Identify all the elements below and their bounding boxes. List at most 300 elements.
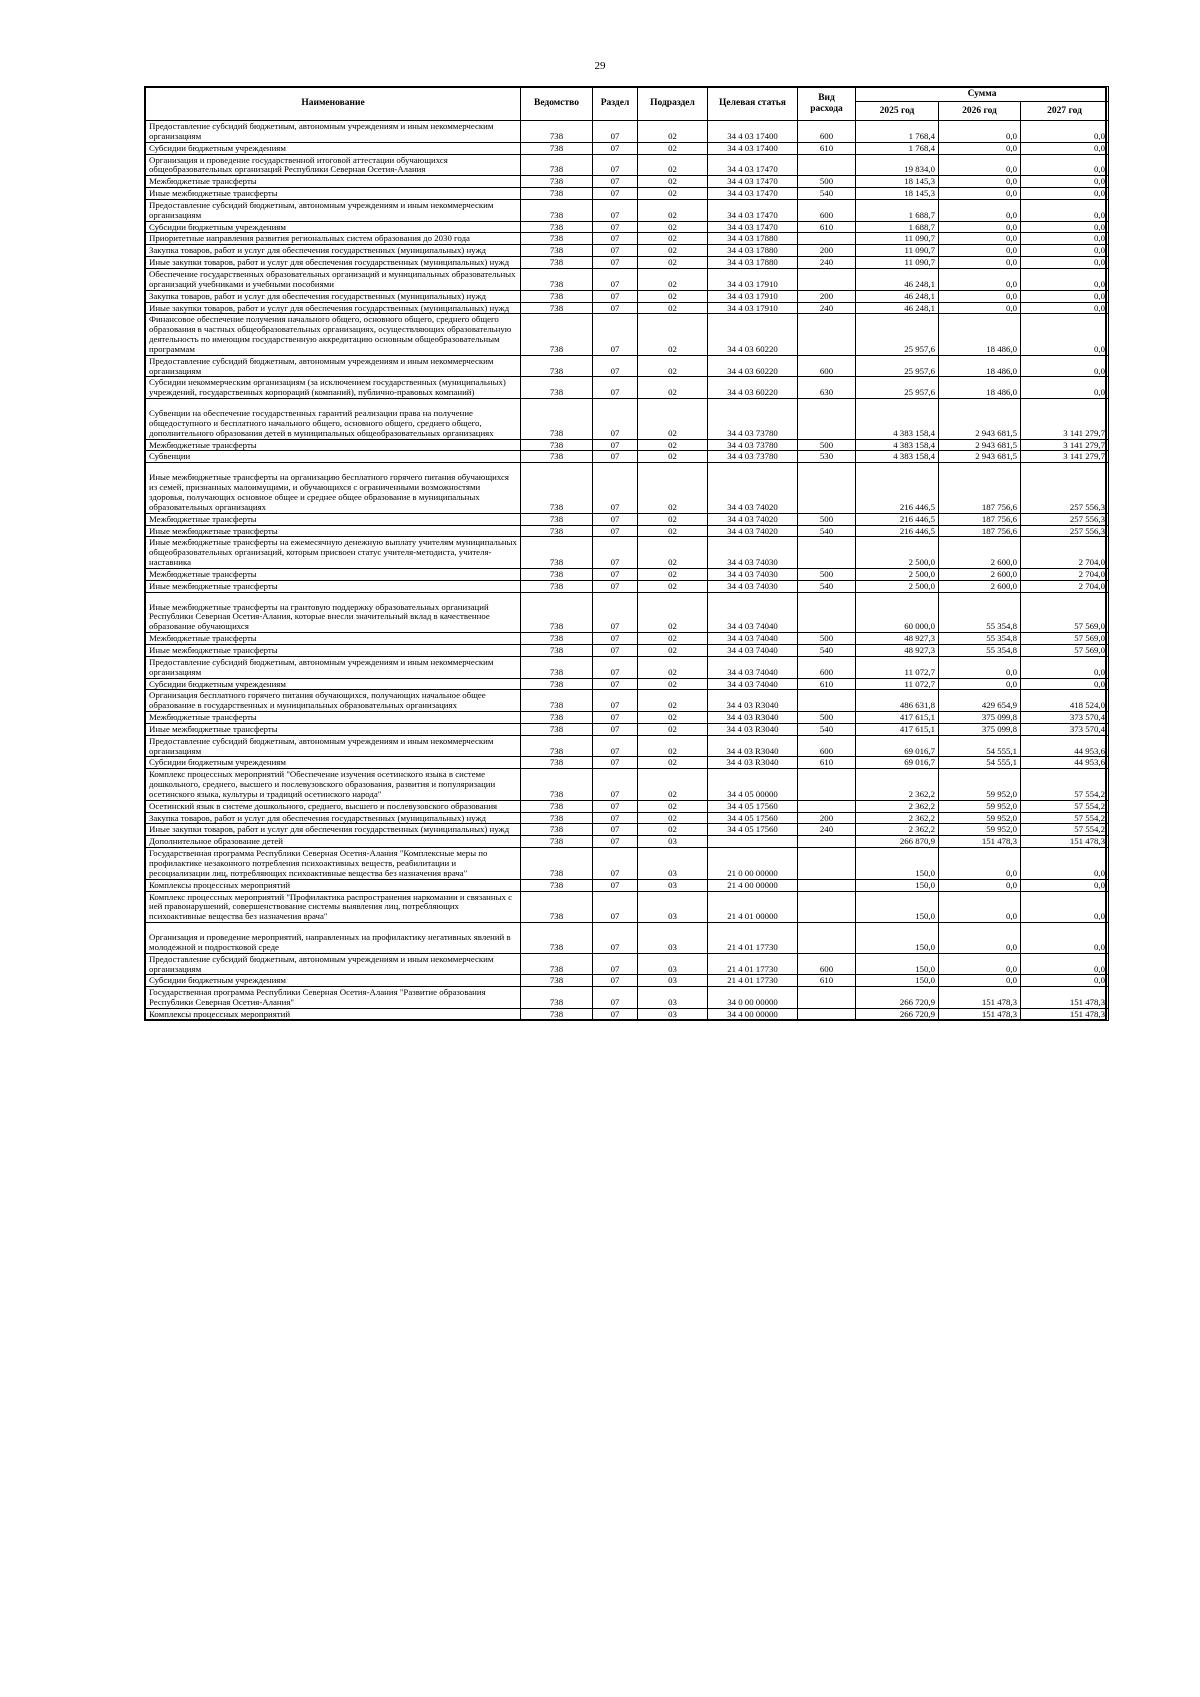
cell-podrazdel: 02	[638, 513, 708, 525]
cell-celevaya-statya: 34 4 03 73780	[708, 399, 798, 440]
cell-name: Межбюджетные трансферты	[146, 439, 521, 451]
cell-sum-2026: 54 555,1	[939, 735, 1021, 757]
cell-celevaya-statya: 34 4 05 00000	[708, 769, 798, 801]
cell-sum-2025: 4 383 158,4	[856, 399, 939, 440]
cell-vedomstvo: 738	[521, 154, 593, 176]
cell-vid-raskhoda: 610	[798, 221, 856, 233]
cell-name: Иные закупки товаров, работ и услуг для обеспечения государственных (муниципальных) нужд	[146, 257, 521, 269]
cell-sum-2025: 46 248,1	[856, 268, 939, 290]
cell-name: Иные межбюджетные трансферты на ежемесячную денежную выплату учителям муниципальных общеобразовательных организаций, которым присвоен статус учителя-методиста, учителя-наставника	[146, 537, 521, 569]
header-podrazdel: Подраздел	[638, 87, 708, 121]
cell-vid-raskhoda: 200	[798, 812, 856, 824]
cell-sum-2025: 417 615,1	[856, 723, 939, 735]
cell-podrazdel: 02	[638, 525, 708, 537]
cell-razdel: 07	[593, 678, 638, 690]
cell-razdel: 07	[593, 142, 638, 154]
cell-sum-2025: 11 090,7	[856, 257, 939, 269]
cell-sum-2027: 0,0	[1021, 314, 1109, 355]
cell-vid-raskhoda	[798, 800, 856, 812]
cell-razdel: 07	[593, 633, 638, 645]
cell-vedomstvo: 738	[521, 302, 593, 314]
cell-sum-2027: 2 704,0	[1021, 580, 1109, 592]
cell-sum-2026: 55 354,8	[939, 633, 1021, 645]
cell-sum-2025: 46 248,1	[856, 302, 939, 314]
cell-sum-2025: 486 631,8	[856, 690, 939, 712]
cell-podrazdel: 02	[638, 678, 708, 690]
cell-celevaya-statya: 34 4 03 17880	[708, 245, 798, 257]
cell-podrazdel: 02	[638, 769, 708, 801]
table-row	[146, 633, 1109, 645]
cell-sum-2027: 0,0	[1021, 355, 1109, 377]
table-row	[146, 199, 1109, 221]
cell-sum-2026: 0,0	[939, 891, 1021, 923]
cell-vid-raskhoda: 200	[798, 245, 856, 257]
cell-name: Межбюджетные трансферты	[146, 176, 521, 188]
cell-sum-2026: 0,0	[939, 121, 1021, 143]
cell-razdel: 07	[593, 723, 638, 735]
cell-sum-2025: 150,0	[856, 891, 939, 923]
cell-podrazdel: 02	[638, 290, 708, 302]
cell-sum-2026: 54 555,1	[939, 757, 1021, 769]
cell-celevaya-statya: 34 4 03 17910	[708, 268, 798, 290]
cell-sum-2027: 0,0	[1021, 302, 1109, 314]
cell-podrazdel: 02	[638, 399, 708, 440]
cell-razdel: 07	[593, 712, 638, 724]
cell-sum-2027: 257 556,3	[1021, 525, 1109, 537]
table-row	[146, 377, 1109, 399]
cell-sum-2026: 187 756,6	[939, 463, 1021, 513]
cell-name: Субвенции на обеспечение государственных гарантий реализации права на получение общедоступного и бесплатного начального общего, основного общего, среднего общего, дополнительного образования детей в муниципальных общеобразовательных организациях	[146, 399, 521, 440]
cell-razdel: 07	[593, 735, 638, 757]
cell-celevaya-statya: 34 4 03 74040	[708, 633, 798, 645]
cell-podrazdel: 02	[638, 633, 708, 645]
cell-sum-2027: 2 704,0	[1021, 537, 1109, 569]
cell-sum-2027: 57 569,0	[1021, 633, 1109, 645]
cell-vid-raskhoda: 530	[798, 451, 856, 463]
cell-vedomstvo: 738	[521, 769, 593, 801]
cell-sum-2027: 151 478,3	[1021, 836, 1109, 848]
cell-vedomstvo: 738	[521, 142, 593, 154]
cell-sum-2026: 2 600,0	[939, 580, 1021, 592]
cell-vedomstvo: 738	[521, 525, 593, 537]
cell-podrazdel: 02	[638, 199, 708, 221]
cell-sum-2026: 59 952,0	[939, 812, 1021, 824]
cell-name: Закупка товаров, работ и услуг для обеспечения государственных (муниципальных) нужд	[146, 812, 521, 824]
cell-sum-2025: 1 768,4	[856, 142, 939, 154]
cell-sum-2027: 257 556,3	[1021, 463, 1109, 513]
cell-vid-raskhoda: 240	[798, 302, 856, 314]
cell-celevaya-statya	[708, 836, 798, 848]
cell-sum-2026: 2 943 681,5	[939, 399, 1021, 440]
cell-name: Иные межбюджетные трансферты	[146, 723, 521, 735]
cell-podrazdel: 02	[638, 712, 708, 724]
cell-name: Предоставление субсидий бюджетным, автономным учреждениям и иным некоммерческим организациям	[146, 735, 521, 757]
cell-celevaya-statya: 34 4 03 74040	[708, 592, 798, 633]
cell-sum-2025: 150,0	[856, 923, 939, 954]
cell-vid-raskhoda	[798, 233, 856, 245]
budget-table	[145, 86, 1109, 1021]
cell-razdel: 07	[593, 257, 638, 269]
cell-sum-2026: 0,0	[939, 257, 1021, 269]
cell-name: Предоставление субсидий бюджетным, автономным учреждениям и иным некоммерческим организациям	[146, 355, 521, 377]
cell-name: Закупка товаров, работ и услуг для обеспечения государственных (муниципальных) нужд	[146, 290, 521, 302]
cell-vedomstvo: 738	[521, 199, 593, 221]
cell-vid-raskhoda	[798, 836, 856, 848]
page-number: 29	[594, 60, 606, 72]
cell-podrazdel: 02	[638, 690, 708, 712]
table-row	[146, 690, 1109, 712]
cell-sum-2026: 429 654,9	[939, 690, 1021, 712]
cell-celevaya-statya: 34 4 05 17560	[708, 824, 798, 836]
header-vedomstvo: Ведомство	[521, 87, 593, 121]
cell-vid-raskhoda: 500	[798, 568, 856, 580]
cell-podrazdel: 02	[638, 121, 708, 143]
table-row	[146, 836, 1109, 848]
cell-sum-2026: 59 952,0	[939, 824, 1021, 836]
cell-celevaya-statya: 34 4 03 74040	[708, 644, 798, 656]
cell-sum-2025: 2 362,2	[856, 800, 939, 812]
cell-razdel: 07	[593, 154, 638, 176]
cell-vid-raskhoda	[798, 848, 856, 880]
cell-podrazdel: 02	[638, 812, 708, 824]
cell-sum-2027: 57 554,2	[1021, 824, 1109, 836]
table-row	[146, 891, 1109, 923]
cell-sum-2027: 0,0	[1021, 656, 1109, 678]
cell-sum-2027: 418 524,0	[1021, 690, 1109, 712]
table-row	[146, 451, 1109, 463]
cell-podrazdel: 02	[638, 233, 708, 245]
cell-sum-2025: 11 090,7	[856, 245, 939, 257]
cell-sum-2026: 0,0	[939, 142, 1021, 154]
cell-podrazdel: 02	[638, 537, 708, 569]
cell-vedomstvo: 738	[521, 176, 593, 188]
cell-name: Иные межбюджетные трансферты	[146, 188, 521, 200]
cell-name: Дополнительное образование детей	[146, 836, 521, 848]
cell-sum-2027: 57 554,2	[1021, 812, 1109, 824]
cell-celevaya-statya: 21 4 01 17730	[708, 975, 798, 987]
cell-vedomstvo: 738	[521, 439, 593, 451]
cell-vedomstvo: 738	[521, 513, 593, 525]
cell-sum-2025: 417 615,1	[856, 712, 939, 724]
cell-sum-2027: 0,0	[1021, 257, 1109, 269]
cell-sum-2025: 19 834,0	[856, 154, 939, 176]
cell-podrazdel: 02	[638, 355, 708, 377]
cell-celevaya-statya: 34 4 03 17910	[708, 302, 798, 314]
cell-name: Организация и проведение государственной итоговой аттестации обучающихся общеобразовательных организаций Республики Северная Осетия-Алания	[146, 154, 521, 176]
table-row	[146, 975, 1109, 987]
cell-celevaya-statya: 34 4 03 R3040	[708, 723, 798, 735]
cell-sum-2026: 0,0	[939, 154, 1021, 176]
table-row	[146, 824, 1109, 836]
cell-razdel: 07	[593, 891, 638, 923]
cell-razdel: 07	[593, 537, 638, 569]
cell-name: Иные закупки товаров, работ и услуг для обеспечения государственных (муниципальных) нужд	[146, 824, 521, 836]
cell-razdel: 07	[593, 268, 638, 290]
cell-razdel: 07	[593, 1008, 638, 1020]
cell-celevaya-statya: 34 4 03 74040	[708, 656, 798, 678]
cell-name: Организация и проведение мероприятий, направленных на профилактику негативных явлений в молодежной и подростковой среде	[146, 923, 521, 954]
cell-razdel: 07	[593, 121, 638, 143]
header-name: Наименование	[146, 87, 521, 121]
cell-sum-2026: 2 600,0	[939, 537, 1021, 569]
table-row	[146, 302, 1109, 314]
table-row	[146, 121, 1109, 143]
cell-vedomstvo: 738	[521, 633, 593, 645]
cell-vedomstvo: 738	[521, 923, 593, 954]
cell-razdel: 07	[593, 836, 638, 848]
cell-vedomstvo: 738	[521, 463, 593, 513]
cell-sum-2027: 0,0	[1021, 199, 1109, 221]
cell-celevaya-statya: 34 4 03 60220	[708, 314, 798, 355]
cell-sum-2025: 266 870,9	[856, 836, 939, 848]
cell-vid-raskhoda: 540	[798, 525, 856, 537]
table-row	[146, 399, 1109, 440]
cell-name: Комплекс процессных мероприятий "Профилактика распространения наркомании и связанных с ней правонарушений, совершенствование системы выявления лиц, потребляющих психоактивные вещества без назначения врача"	[146, 891, 521, 923]
cell-vedomstvo: 738	[521, 800, 593, 812]
cell-vedomstvo: 738	[521, 377, 593, 399]
cell-vid-raskhoda: 610	[798, 757, 856, 769]
table-row	[146, 712, 1109, 724]
table-row	[146, 525, 1109, 537]
cell-podrazdel: 02	[638, 439, 708, 451]
cell-podrazdel: 02	[638, 800, 708, 812]
cell-vedomstvo: 738	[521, 953, 593, 975]
cell-sum-2025: 2 500,0	[856, 580, 939, 592]
table-row	[146, 537, 1109, 569]
cell-vedomstvo: 738	[521, 690, 593, 712]
cell-sum-2026: 151 478,3	[939, 836, 1021, 848]
cell-celevaya-statya: 34 4 03 74020	[708, 513, 798, 525]
cell-sum-2026: 0,0	[939, 199, 1021, 221]
cell-celevaya-statya: 34 4 03 73780	[708, 439, 798, 451]
cell-vedomstvo: 738	[521, 451, 593, 463]
cell-name: Иные межбюджетные трансферты	[146, 644, 521, 656]
cell-vedomstvo: 738	[521, 537, 593, 569]
cell-name: Организация бесплатного горячего питания обучающихся, получающих начальное общее образование в государственных и муниципальных образовательных организациях	[146, 690, 521, 712]
cell-podrazdel: 03	[638, 879, 708, 891]
cell-sum-2025: 1 768,4	[856, 121, 939, 143]
cell-sum-2027: 257 556,3	[1021, 513, 1109, 525]
cell-vedomstvo: 738	[521, 290, 593, 302]
cell-vid-raskhoda: 500	[798, 439, 856, 451]
cell-sum-2025: 69 016,7	[856, 757, 939, 769]
cell-celevaya-statya: 34 4 03 74020	[708, 525, 798, 537]
cell-vid-raskhoda	[798, 463, 856, 513]
cell-sum-2027: 0,0	[1021, 245, 1109, 257]
cell-vedomstvo: 738	[521, 712, 593, 724]
cell-vid-raskhoda	[798, 1008, 856, 1020]
cell-vid-raskhoda	[798, 769, 856, 801]
cell-sum-2025: 216 446,5	[856, 463, 939, 513]
table-row	[146, 987, 1109, 1009]
cell-vedomstvo: 738	[521, 355, 593, 377]
cell-celevaya-statya: 21 4 01 00000	[708, 891, 798, 923]
cell-sum-2025: 60 000,0	[856, 592, 939, 633]
cell-vedomstvo: 738	[521, 399, 593, 440]
table-row	[146, 233, 1109, 245]
cell-celevaya-statya: 34 4 03 74030	[708, 580, 798, 592]
cell-vedomstvo: 738	[521, 824, 593, 836]
cell-vedomstvo: 738	[521, 975, 593, 987]
cell-celevaya-statya: 34 4 03 17470	[708, 188, 798, 200]
cell-razdel: 07	[593, 923, 638, 954]
cell-celevaya-statya: 21 4 01 17730	[708, 953, 798, 975]
cell-sum-2025: 150,0	[856, 975, 939, 987]
cell-celevaya-statya: 34 4 03 74030	[708, 537, 798, 569]
cell-sum-2026: 0,0	[939, 245, 1021, 257]
cell-sum-2027: 0,0	[1021, 975, 1109, 987]
cell-razdel: 07	[593, 812, 638, 824]
table-row	[146, 848, 1109, 880]
cell-celevaya-statya: 34 4 03 R3040	[708, 735, 798, 757]
table-row	[146, 268, 1109, 290]
cell-name: Иные межбюджетные трансферты на грантовую поддержку образовательных организаций Республики Северная Осетия-Алания, которые внесли значительный вклад в качественное образование обучающихся	[146, 592, 521, 633]
cell-sum-2025: 150,0	[856, 848, 939, 880]
cell-razdel: 07	[593, 314, 638, 355]
cell-name: Межбюджетные трансферты	[146, 712, 521, 724]
cell-razdel: 07	[593, 656, 638, 678]
cell-sum-2025: 150,0	[856, 953, 939, 975]
cell-name: Субсидии бюджетным учреждениям	[146, 142, 521, 154]
cell-razdel: 07	[593, 399, 638, 440]
cell-vedomstvo: 738	[521, 188, 593, 200]
cell-razdel: 07	[593, 769, 638, 801]
cell-vid-raskhoda: 540	[798, 580, 856, 592]
cell-podrazdel: 03	[638, 836, 708, 848]
cell-razdel: 07	[593, 580, 638, 592]
cell-sum-2025: 1 688,7	[856, 221, 939, 233]
table-row	[146, 221, 1109, 233]
table-row	[146, 355, 1109, 377]
cell-celevaya-statya: 34 4 00 00000	[708, 1008, 798, 1020]
cell-vedomstvo: 738	[521, 836, 593, 848]
cell-vid-raskhoda	[798, 154, 856, 176]
cell-celevaya-statya: 21 4 00 00000	[708, 879, 798, 891]
cell-celevaya-statya: 34 4 03 17470	[708, 176, 798, 188]
cell-name: Субсидии бюджетным учреждениям	[146, 221, 521, 233]
header-celevaya-statya: Целевая статья	[708, 87, 798, 121]
cell-name: Субсидии некоммерческим организациям (за исключением государственных (муниципальных) учреждений, государственных корпораций (компаний), публично-правовых компаний)	[146, 377, 521, 399]
table-row	[146, 176, 1109, 188]
cell-sum-2027: 0,0	[1021, 121, 1109, 143]
cell-sum-2025: 266 720,9	[856, 1008, 939, 1020]
cell-podrazdel: 02	[638, 314, 708, 355]
cell-podrazdel: 02	[638, 142, 708, 154]
table-row	[146, 568, 1109, 580]
cell-razdel: 07	[593, 513, 638, 525]
cell-sum-2026: 0,0	[939, 302, 1021, 314]
cell-celevaya-statya: 34 0 00 00000	[708, 987, 798, 1009]
cell-sum-2026: 2 943 681,5	[939, 439, 1021, 451]
cell-name: Субсидии бюджетным учреждениям	[146, 678, 521, 690]
cell-vedomstvo: 738	[521, 233, 593, 245]
cell-vedomstvo: 738	[521, 678, 593, 690]
cell-vid-raskhoda	[798, 987, 856, 1009]
cell-celevaya-statya: 34 4 03 74030	[708, 568, 798, 580]
cell-sum-2025: 1 688,7	[856, 199, 939, 221]
cell-razdel: 07	[593, 451, 638, 463]
cell-sum-2025: 4 383 158,4	[856, 439, 939, 451]
header-2025: 2025 год	[856, 102, 939, 121]
cell-vid-raskhoda	[798, 314, 856, 355]
cell-sum-2025: 25 957,6	[856, 377, 939, 399]
cell-sum-2027: 0,0	[1021, 848, 1109, 880]
cell-sum-2025: 2 362,2	[856, 769, 939, 801]
cell-razdel: 07	[593, 953, 638, 975]
cell-name: Субсидии бюджетным учреждениям	[146, 757, 521, 769]
cell-celevaya-statya: 34 4 03 17470	[708, 221, 798, 233]
cell-sum-2025: 18 145,3	[856, 188, 939, 200]
cell-sum-2027: 0,0	[1021, 953, 1109, 975]
cell-sum-2027: 57 569,0	[1021, 644, 1109, 656]
cell-vedomstvo: 738	[521, 268, 593, 290]
cell-celevaya-statya: 21 4 01 17730	[708, 923, 798, 954]
cell-sum-2026: 0,0	[939, 656, 1021, 678]
cell-sum-2027: 0,0	[1021, 154, 1109, 176]
cell-vedomstvo: 738	[521, 723, 593, 735]
cell-sum-2027: 0,0	[1021, 891, 1109, 923]
cell-name: Субсидии бюджетным учреждениям	[146, 975, 521, 987]
cell-vid-raskhoda	[798, 690, 856, 712]
cell-vid-raskhoda: 600	[798, 953, 856, 975]
cell-name: Комплексы процессных мероприятий	[146, 1008, 521, 1020]
table-row	[146, 757, 1109, 769]
cell-vedomstvo: 738	[521, 1008, 593, 1020]
cell-vid-raskhoda: 610	[798, 678, 856, 690]
table-row	[146, 678, 1109, 690]
table-body	[146, 121, 1109, 1021]
cell-sum-2026: 0,0	[939, 923, 1021, 954]
table-row	[146, 656, 1109, 678]
cell-vedomstvo: 738	[521, 848, 593, 880]
cell-celevaya-statya: 34 4 03 17910	[708, 290, 798, 302]
cell-vid-raskhoda: 600	[798, 656, 856, 678]
cell-vedomstvo: 738	[521, 121, 593, 143]
cell-sum-2026: 375 099,8	[939, 712, 1021, 724]
cell-name: Межбюджетные трансферты	[146, 633, 521, 645]
cell-sum-2025: 2 362,2	[856, 812, 939, 824]
cell-name: Осетинский язык в системе дошкольного, среднего, высшего и послевузовского образования	[146, 800, 521, 812]
cell-sum-2026: 0,0	[939, 233, 1021, 245]
cell-vedomstvo: 738	[521, 644, 593, 656]
table-row	[146, 290, 1109, 302]
cell-name: Межбюджетные трансферты	[146, 513, 521, 525]
cell-razdel: 07	[593, 525, 638, 537]
cell-vedomstvo: 738	[521, 879, 593, 891]
cell-razdel: 07	[593, 176, 638, 188]
cell-podrazdel: 02	[638, 451, 708, 463]
cell-sum-2025: 2 362,2	[856, 824, 939, 836]
cell-podrazdel: 02	[638, 302, 708, 314]
cell-razdel: 07	[593, 377, 638, 399]
cell-celevaya-statya: 34 4 03 17470	[708, 199, 798, 221]
cell-sum-2025: 2 500,0	[856, 568, 939, 580]
cell-sum-2027: 0,0	[1021, 923, 1109, 954]
cell-sum-2025: 11 072,7	[856, 678, 939, 690]
cell-podrazdel: 02	[638, 154, 708, 176]
table-row	[146, 188, 1109, 200]
cell-vid-raskhoda: 240	[798, 257, 856, 269]
cell-vedomstvo: 738	[521, 580, 593, 592]
cell-name: Иные межбюджетные трансферты	[146, 525, 521, 537]
table-row	[146, 723, 1109, 735]
cell-sum-2025: 69 016,7	[856, 735, 939, 757]
cell-sum-2026: 55 354,8	[939, 592, 1021, 633]
cell-sum-2026: 2 943 681,5	[939, 451, 1021, 463]
cell-sum-2027: 151 478,3	[1021, 1008, 1109, 1020]
cell-podrazdel: 02	[638, 568, 708, 580]
cell-sum-2026: 18 486,0	[939, 377, 1021, 399]
